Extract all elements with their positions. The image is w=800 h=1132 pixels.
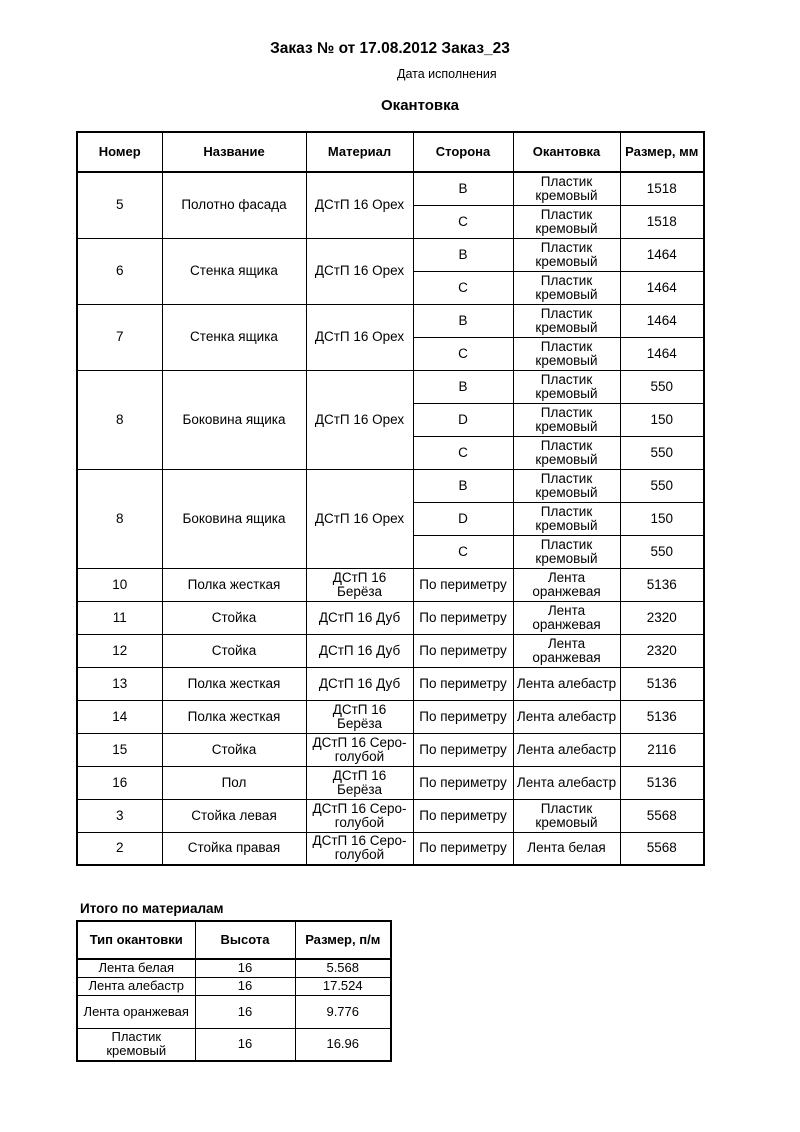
cell-edging-type: Пластик кремовый bbox=[77, 1028, 195, 1061]
execution-date-label: Дата исполнения bbox=[397, 67, 497, 81]
cell-length: 5.568 bbox=[295, 959, 391, 977]
totals-header-row bbox=[77, 921, 391, 959]
cell-edging: Пластик кремовый bbox=[513, 799, 620, 832]
cell-side: C bbox=[413, 337, 513, 370]
cell-edging: Пластик кремовый bbox=[513, 370, 620, 403]
cell-material: ДСтП 16 Серо-голубой bbox=[306, 832, 413, 865]
cell-material: ДСтП 16 Серо-голубой bbox=[306, 733, 413, 766]
cell-edging-type: Лента оранжевая bbox=[77, 995, 195, 1028]
table-row bbox=[77, 733, 704, 766]
cell-edging: Лента алебастр bbox=[513, 700, 620, 733]
table-row bbox=[77, 568, 704, 601]
cell-edging: Лента алебастр bbox=[513, 766, 620, 799]
cell-size: 550 bbox=[620, 535, 704, 568]
table-row bbox=[77, 370, 704, 403]
cell-number: 10 bbox=[77, 568, 162, 601]
table-header-row bbox=[77, 132, 704, 172]
cell-side: C bbox=[413, 535, 513, 568]
cell-material: ДСтП 16 Орех bbox=[306, 469, 413, 568]
cell-side: B bbox=[413, 172, 513, 205]
cell-size: 1464 bbox=[620, 337, 704, 370]
cell-side: C bbox=[413, 436, 513, 469]
cell-name: Полотно фасада bbox=[162, 172, 306, 238]
cell-side: По периметру bbox=[413, 700, 513, 733]
cell-number: 12 bbox=[77, 634, 162, 667]
cell-size: 1518 bbox=[620, 205, 704, 238]
cell-length: 9.776 bbox=[295, 995, 391, 1028]
cell-height: 16 bbox=[195, 959, 295, 977]
cell-size: 1464 bbox=[620, 304, 704, 337]
cell-height: 16 bbox=[195, 1028, 295, 1061]
cell-name: Стойка bbox=[162, 733, 306, 766]
cell-edging: Лента оранжевая bbox=[513, 568, 620, 601]
cell-name: Полка жесткая bbox=[162, 700, 306, 733]
cell-size: 2320 bbox=[620, 601, 704, 634]
cell-name: Стойка левая bbox=[162, 799, 306, 832]
document-title: Заказ № от 17.08.2012 Заказ_23 bbox=[270, 40, 510, 57]
cell-name: Стойка bbox=[162, 601, 306, 634]
cell-size: 550 bbox=[620, 370, 704, 403]
totals-title: Итого по материалам bbox=[80, 901, 224, 916]
cell-size: 550 bbox=[620, 469, 704, 502]
cell-number: 2 bbox=[77, 832, 162, 865]
cell-side: B bbox=[413, 304, 513, 337]
cell-size: 1464 bbox=[620, 238, 704, 271]
cell-edging: Пластик кремовый bbox=[513, 436, 620, 469]
column-header-name: Название bbox=[162, 132, 306, 172]
cell-side: B bbox=[413, 469, 513, 502]
cell-name: Стенка ящика bbox=[162, 304, 306, 370]
cell-number: 13 bbox=[77, 667, 162, 700]
cell-material: ДСтП 16 Орех bbox=[306, 370, 413, 469]
cell-size: 150 bbox=[620, 403, 704, 436]
cell-height: 16 bbox=[195, 977, 295, 995]
cell-material: ДСтП 16 Дуб bbox=[306, 667, 413, 700]
cell-side: По периметру bbox=[413, 733, 513, 766]
table-row bbox=[77, 700, 704, 733]
cell-size: 5136 bbox=[620, 568, 704, 601]
cell-edging: Лента оранжевая bbox=[513, 601, 620, 634]
column-header-edging: Окантовка bbox=[513, 132, 620, 172]
table-row bbox=[77, 799, 704, 832]
cell-number: 16 bbox=[77, 766, 162, 799]
cell-side: B bbox=[413, 238, 513, 271]
cell-name: Боковина ящика bbox=[162, 469, 306, 568]
column-header-material: Материал bbox=[306, 132, 413, 172]
cell-edging: Пластик кремовый bbox=[513, 304, 620, 337]
totals-table bbox=[76, 920, 392, 1062]
table-row bbox=[77, 634, 704, 667]
cell-number: 15 bbox=[77, 733, 162, 766]
cell-number: 7 bbox=[77, 304, 162, 370]
cell-material: ДСтП 16 Орех bbox=[306, 238, 413, 304]
cell-length: 17.524 bbox=[295, 977, 391, 995]
table-row bbox=[77, 832, 704, 865]
cell-material: ДСтП 16 Дуб bbox=[306, 601, 413, 634]
cell-edging: Пластик кремовый bbox=[513, 535, 620, 568]
edging-table bbox=[76, 131, 705, 866]
cell-number: 6 bbox=[77, 238, 162, 304]
cell-side: По периметру bbox=[413, 799, 513, 832]
cell-edging: Лента белая bbox=[513, 832, 620, 865]
totals-row bbox=[77, 1028, 391, 1061]
cell-number: 8 bbox=[77, 469, 162, 568]
totals-row bbox=[77, 959, 391, 977]
cell-edging: Пластик кремовый bbox=[513, 469, 620, 502]
cell-size: 550 bbox=[620, 436, 704, 469]
cell-side: По периметру bbox=[413, 667, 513, 700]
cell-side: D bbox=[413, 502, 513, 535]
column-header-height: Высота bbox=[195, 921, 295, 959]
column-header-size: Размер, мм bbox=[620, 132, 704, 172]
cell-edging: Лента алебастр bbox=[513, 733, 620, 766]
cell-material: ДСтП 16 Берёза bbox=[306, 766, 413, 799]
cell-name: Стенка ящика bbox=[162, 238, 306, 304]
cell-edging: Пластик кремовый bbox=[513, 337, 620, 370]
table-row bbox=[77, 766, 704, 799]
cell-side: По периметру bbox=[413, 601, 513, 634]
cell-size: 150 bbox=[620, 502, 704, 535]
cell-size: 5136 bbox=[620, 766, 704, 799]
cell-number: 8 bbox=[77, 370, 162, 469]
cell-edging: Лента алебастр bbox=[513, 667, 620, 700]
cell-name: Боковина ящика bbox=[162, 370, 306, 469]
cell-material: ДСтП 16 Серо-голубой bbox=[306, 799, 413, 832]
cell-number: 11 bbox=[77, 601, 162, 634]
totals-row bbox=[77, 977, 391, 995]
cell-size: 5568 bbox=[620, 799, 704, 832]
cell-side: По периметру bbox=[413, 634, 513, 667]
cell-length: 16.96 bbox=[295, 1028, 391, 1061]
cell-side: По периметру bbox=[413, 832, 513, 865]
cell-material: ДСтП 16 Дуб bbox=[306, 634, 413, 667]
cell-side: D bbox=[413, 403, 513, 436]
cell-side: C bbox=[413, 271, 513, 304]
table-row bbox=[77, 172, 704, 205]
cell-material: ДСтП 16 Берёза bbox=[306, 568, 413, 601]
cell-edging: Пластик кремовый bbox=[513, 502, 620, 535]
cell-edging: Пластик кремовый bbox=[513, 271, 620, 304]
cell-size: 2320 bbox=[620, 634, 704, 667]
cell-number: 14 bbox=[77, 700, 162, 733]
cell-edging: Пластик кремовый bbox=[513, 172, 620, 205]
cell-material: ДСтП 16 Орех bbox=[306, 172, 413, 238]
cell-name: Полка жесткая bbox=[162, 667, 306, 700]
cell-size: 1464 bbox=[620, 271, 704, 304]
cell-size: 5136 bbox=[620, 667, 704, 700]
cell-material: ДСтП 16 Берёза bbox=[306, 700, 413, 733]
cell-number: 3 bbox=[77, 799, 162, 832]
cell-edging-type: Лента алебастр bbox=[77, 977, 195, 995]
cell-edging: Пластик кремовый bbox=[513, 238, 620, 271]
cell-size: 1518 bbox=[620, 172, 704, 205]
cell-side: По периметру bbox=[413, 766, 513, 799]
section-title: Окантовка bbox=[381, 97, 459, 114]
cell-name: Полка жесткая bbox=[162, 568, 306, 601]
column-header-edging-type: Тип окантовки bbox=[77, 921, 195, 959]
cell-size: 5136 bbox=[620, 700, 704, 733]
cell-number: 5 bbox=[77, 172, 162, 238]
cell-side: По периметру bbox=[413, 568, 513, 601]
cell-name: Стойка bbox=[162, 634, 306, 667]
cell-edging: Пластик кремовый bbox=[513, 205, 620, 238]
table-row bbox=[77, 304, 704, 337]
cell-material: ДСтП 16 Орех bbox=[306, 304, 413, 370]
cell-size: 2116 bbox=[620, 733, 704, 766]
cell-height: 16 bbox=[195, 995, 295, 1028]
cell-size: 5568 bbox=[620, 832, 704, 865]
table-row bbox=[77, 238, 704, 271]
totals-row bbox=[77, 995, 391, 1028]
column-header-number: Номер bbox=[77, 132, 162, 172]
table-row bbox=[77, 601, 704, 634]
cell-side: B bbox=[413, 370, 513, 403]
column-header-side: Сторона bbox=[413, 132, 513, 172]
cell-side: C bbox=[413, 205, 513, 238]
cell-edging: Лента оранжевая bbox=[513, 634, 620, 667]
cell-edging: Пластик кремовый bbox=[513, 403, 620, 436]
table-row bbox=[77, 667, 704, 700]
table-row bbox=[77, 469, 704, 502]
cell-name: Пол bbox=[162, 766, 306, 799]
cell-edging-type: Лента белая bbox=[77, 959, 195, 977]
column-header-length: Размер, п/м bbox=[295, 921, 391, 959]
cell-name: Стойка правая bbox=[162, 832, 306, 865]
